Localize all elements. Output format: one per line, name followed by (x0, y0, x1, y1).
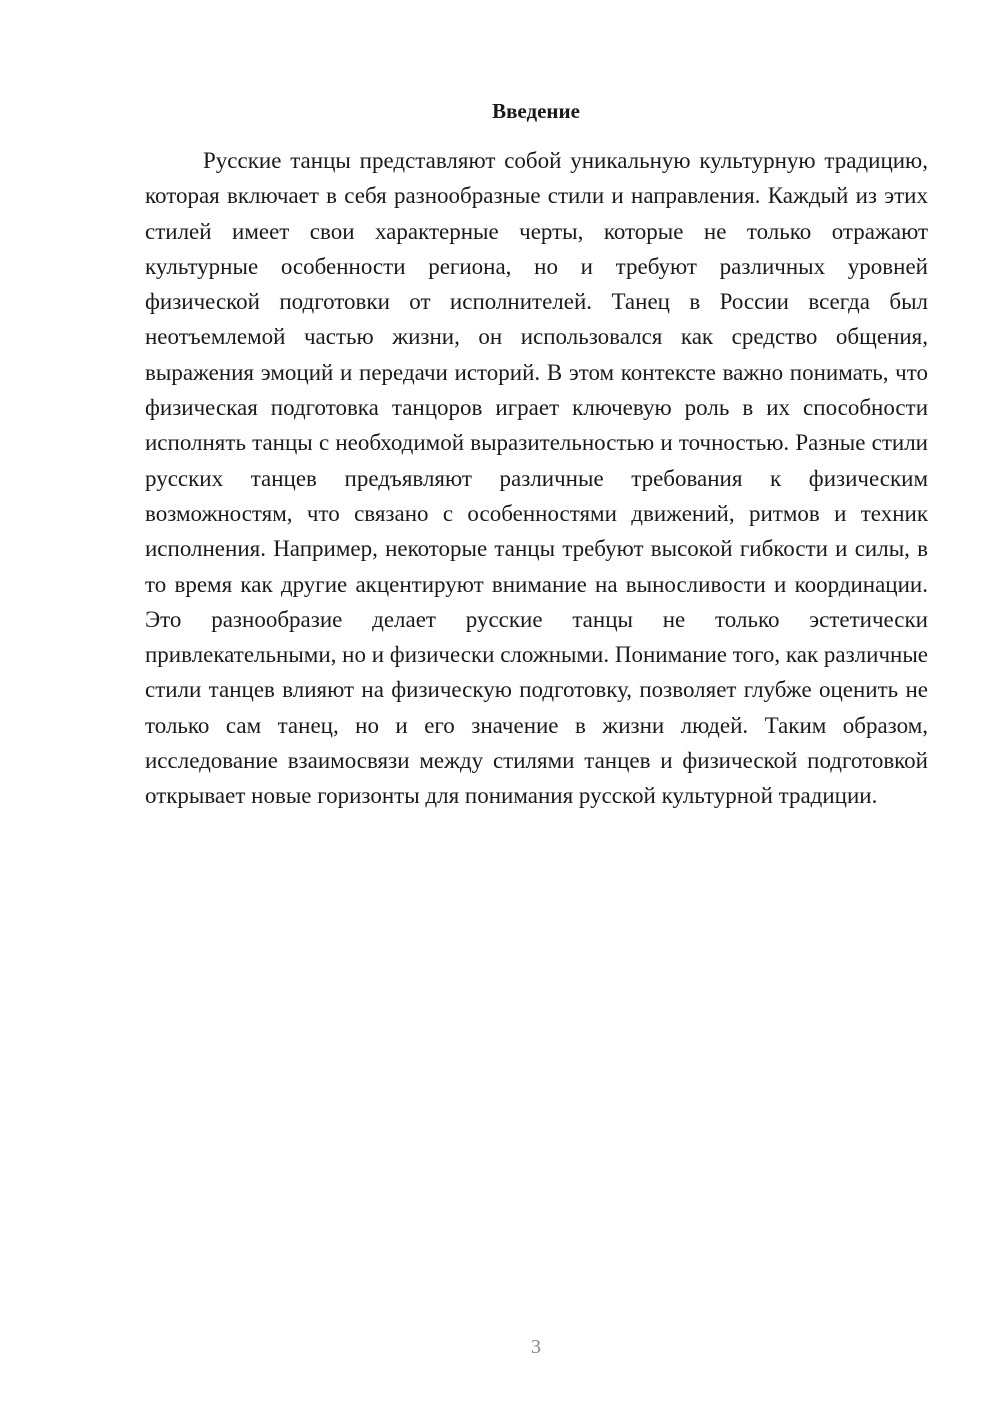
body-paragraph: Русские танцы представляют собой уникальную культурную традицию, которая включает в себя разнообразные стили и направления. Каждый из этих стилей имеет свои характерные черты, которые не только отражают культурные особенности региона, но и требуют различных уровней физической подготовки от исполнителей. Танец в России всегда был неотъемлемой частью жизни, он использовался как средство общения, выражения эмоций и передачи историй. В этом контексте важно понимать, что физическая подготовка танцоров играет ключевую роль в их способности исполнять танцы с необходимой выразительностью и точностью. Разные стили русских танцев предъявляют различные требования к физическим возможностям, что связано с особенностями движений, ритмов и техник исполнения. Например, некоторые танцы требуют высокой гибкости и силы, в то время как другие акцентируют внимание на выносливости и координации. Это разнообразие делает русские танцы не только эстетически привлекательными, но и физически сложными. Понимание того, как различные стили танцев влияют на физическую подготовку, позволяет глубже оценить не только сам танец, но и его значение в жизни людей. Таким образом, исследование взаимосвязи между стилями танцев и физической подготовкой открывает новые горизонты для понимания русской культурной традиции. (145, 148, 928, 809)
page-number: 3 (531, 1336, 541, 1358)
section-heading: Введение (492, 99, 580, 123)
